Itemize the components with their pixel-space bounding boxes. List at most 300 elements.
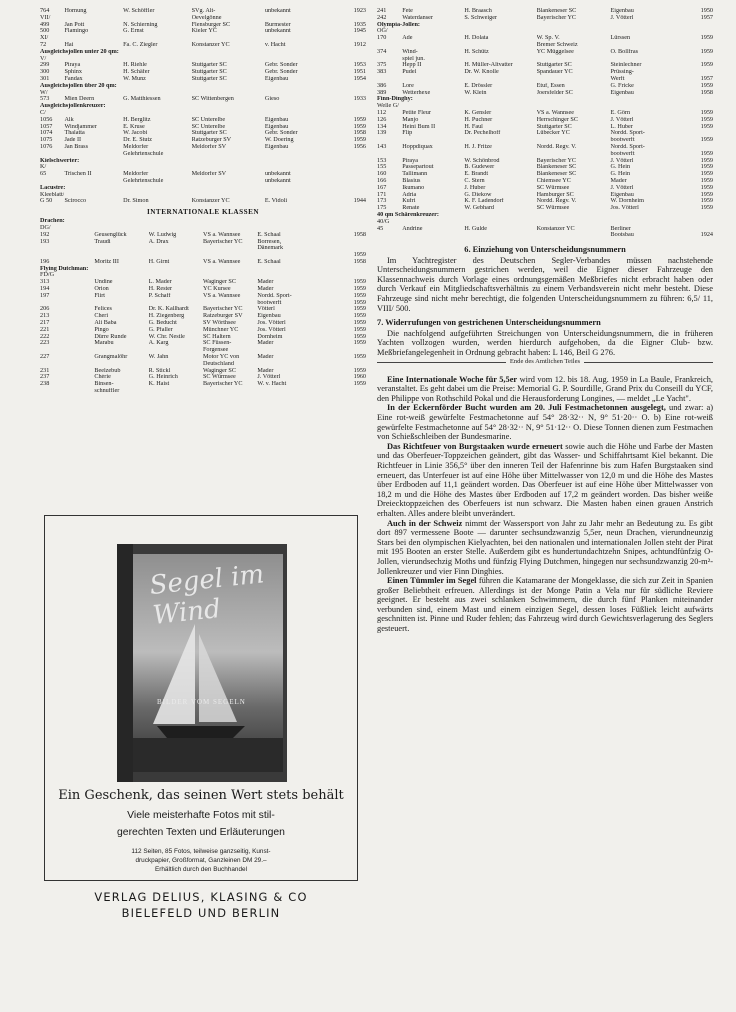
register-row (377, 158, 713, 165)
register-cell-club: Stuttgarter SC (191, 75, 227, 82)
register-cell-boat: Passepartout (402, 164, 434, 171)
register-row (377, 22, 713, 29)
news-lead: Auch in der Schweiz (387, 518, 463, 528)
register-row (40, 354, 366, 361)
register-row (40, 90, 366, 97)
register-cell-boat (94, 300, 148, 307)
register-cell-number: 45 (377, 225, 384, 232)
register-cell-year (683, 69, 713, 76)
register-row (40, 272, 366, 279)
register-cell-number: 192 (40, 231, 50, 238)
register-cell-number: G 50 (40, 198, 53, 205)
register-row (40, 76, 366, 83)
register-cell-club: Konstanzer YC (191, 41, 230, 48)
register-cell-owner: Fa. C. Ziegler (123, 41, 158, 48)
register-cell-year: 1959 (353, 367, 366, 374)
register-cell-number: 242 (377, 14, 387, 21)
news-lead: Einen Tümmler im Segel (387, 576, 477, 586)
register-cell-club: Lübecker YC (536, 130, 570, 137)
register-cell-year: 1959 (353, 123, 366, 130)
register-cell-builder: Eigenbau (610, 191, 634, 198)
register-cell-club: Bayerischer YC (202, 306, 243, 313)
register-row (377, 192, 713, 199)
register-cell-boat: Ikumano (402, 184, 425, 191)
register-cell-club (537, 28, 611, 35)
register-cell-number (40, 300, 94, 307)
register-cell-owner: Meldorfer (123, 143, 149, 150)
register-row (40, 130, 366, 137)
register-cell-builder: J. Vötterl (610, 116, 634, 123)
news-paragraph (377, 375, 713, 404)
register-cell-boat: Flip (402, 130, 413, 137)
register-cell-builder: Steinlechner (610, 62, 642, 69)
register-cell-builder: J. Vötterl (610, 157, 634, 164)
register-row (377, 103, 713, 110)
register-cell-builder: Mader (257, 354, 274, 361)
register-cell-number: 223 (40, 340, 50, 347)
register-row (377, 226, 713, 233)
register-cell-club: SC Unterelbe (191, 123, 226, 130)
register-cell-year (683, 56, 713, 63)
register-cell-builder: Burmester (264, 21, 291, 28)
register-cell-year (683, 219, 713, 226)
register-row (377, 8, 713, 15)
register-cell-owner: K. Haist (148, 381, 170, 388)
register-cell-number: 1074 (40, 130, 53, 137)
register-cell-builder: J. Vötterl (257, 374, 281, 381)
register-cell-number: 299 (40, 62, 50, 69)
register-cell-club: Stuttgarter SC (191, 130, 227, 137)
register-cell-boat: Beelzebub (94, 367, 121, 374)
register-cell-builder (610, 28, 682, 35)
register-cell-boat (64, 35, 123, 42)
register-cell-club: Konstanzer YC (536, 225, 575, 232)
register-row (40, 232, 366, 239)
register-cell-builder: G. Fricke (610, 82, 634, 89)
register-cell-club: W. Sp. V. (536, 35, 560, 42)
register-cell-year: 1959 (353, 326, 366, 333)
register-cell-club: Stuttgarter SC (191, 69, 227, 76)
register-cell-year (683, 130, 713, 137)
register-cell-boat (64, 178, 123, 185)
class-heading: Drachen: (40, 218, 65, 225)
publisher-name: VERLAG DELIUS, KLASING & CO (94, 890, 308, 904)
register-cell-club: SC Unterelbe (191, 116, 226, 123)
register-cell-boat (402, 137, 464, 144)
register-cell-owner: E. Drössler (464, 82, 493, 89)
register-cell-owner (464, 219, 536, 226)
register-cell-builder: Bootsbau (610, 232, 634, 239)
register-row (377, 110, 713, 117)
end-official-part (377, 357, 713, 370)
register-row (40, 313, 366, 320)
register-row (40, 225, 366, 232)
register-cell-club: Deutschland (202, 360, 234, 367)
register-cell-year (683, 103, 713, 110)
register-cell-boat: Blasius (402, 177, 421, 184)
register-row (40, 151, 366, 158)
register-cell-year: 1959 (353, 292, 366, 299)
register-row (40, 300, 366, 307)
register-cell-number: XI/ (40, 35, 49, 42)
register-table-international (40, 218, 366, 395)
register-cell-owner: Gelehrtenschule (123, 150, 164, 157)
end-official-part-label: Ende des Amtlichen Teiles (506, 358, 584, 365)
register-cell-owner: A. Karg (148, 340, 169, 347)
register-cell-boat: Hornung (64, 8, 87, 14)
register-cell-number: 1075 (40, 137, 53, 144)
register-cell-year: 1957 (700, 75, 713, 82)
register-cell-owner: E. Brandt (464, 171, 489, 178)
register-cell-number (40, 252, 94, 259)
register-cell-number: 213 (40, 313, 50, 320)
register-cell-builder: Jos. Vötterl (257, 326, 286, 333)
register-cell-owner (149, 361, 203, 368)
register-cell-number: 155 (377, 164, 387, 171)
register-cell-boat (94, 361, 148, 368)
register-cell-number: K/ (40, 164, 47, 171)
register-cell-owner: Dr. Simon (123, 198, 149, 205)
register-cell-number: 139 (377, 130, 387, 137)
register-cell-number: 231 (40, 367, 50, 374)
register-row (40, 185, 366, 192)
register-cell-boat: Hoppdiquax (402, 143, 433, 150)
register-cell-owner (149, 347, 203, 354)
register-cell-year (683, 144, 713, 151)
register-cell-boat: Lore (402, 82, 414, 89)
register-cell-club: SVg. Alt- (191, 8, 216, 14)
register-cell-builder: Mader (257, 286, 274, 293)
register-cell-builder (257, 361, 311, 368)
register-cell-club: Stuttgarter SC (536, 62, 572, 69)
register-cell-boat (64, 110, 123, 117)
section-7-title: 7. Widerrufungen von gestrichenen Unterscheidungsnummern (377, 318, 601, 328)
register-cell-club (537, 137, 611, 144)
class-heading: Ausgleichsjollen unter 20 qm: (40, 48, 119, 55)
register-cell-number (377, 76, 402, 83)
register-row (377, 15, 713, 22)
register-cell-year: 1958 (353, 231, 366, 238)
register-cell-owner: H. J. Fritze (464, 143, 492, 150)
register-cell-year: 1959 (700, 205, 713, 212)
class-heading: Finn-Dinghy: (377, 96, 413, 103)
right-column (377, 8, 713, 634)
register-row (377, 212, 713, 219)
register-cell-builder: Gebr. Sonder (264, 69, 298, 76)
register-row (40, 164, 366, 171)
register-cell-year (337, 192, 366, 199)
register-row (40, 347, 366, 354)
register-cell-year (312, 239, 366, 246)
register-cell-club (203, 225, 257, 232)
register-cell-boat (402, 232, 464, 239)
register-cell-builder (610, 42, 682, 49)
register-cell-year: 1959 (700, 164, 713, 171)
register-cell-owner: H. Schäfer (123, 69, 150, 76)
register-cell-builder: Borresen, (257, 238, 282, 245)
register-cell-owner (123, 56, 191, 63)
register-cell-number (377, 151, 402, 158)
register-row (40, 361, 366, 368)
register-cell-owner (464, 28, 536, 35)
register-cell-club: SC Haltern (202, 333, 231, 340)
register-cell-owner (149, 225, 203, 232)
register-cell-year (337, 35, 366, 42)
register-row (40, 327, 366, 334)
register-cell-owner: W. Munz (123, 75, 146, 82)
register-cell-year: 1960 (353, 374, 366, 381)
register-cell-builder: Eigenbau (610, 89, 634, 96)
register-cell-boat (402, 219, 464, 226)
ad-detail: 112 Seiten, 85 Fotos, teilweise ganzseitig, Kunst- (131, 848, 271, 855)
register-row (377, 137, 713, 144)
register-cell-builder: L. Huber (610, 123, 633, 130)
register-cell-number: 153 (377, 157, 387, 164)
register-cell-year: 1959 (353, 333, 366, 340)
register-cell-club (192, 56, 265, 63)
register-cell-number: 175 (377, 205, 387, 212)
register-cell-number: 500 (40, 28, 50, 35)
register-cell-club: Nordd. Regv. V. (536, 143, 577, 150)
register-cell-builder (257, 225, 311, 232)
register-cell-year (312, 388, 366, 395)
register-cell-boat (64, 90, 123, 97)
register-cell-owner: G. Pfaller (148, 326, 173, 333)
register-cell-club: Stuttgarter SC (536, 123, 572, 130)
register-cell-boat: Hai (64, 41, 74, 48)
register-cell-owner (149, 245, 203, 252)
register-cell-builder (265, 151, 337, 158)
register-row (377, 171, 713, 178)
register-cell-builder (265, 15, 337, 22)
register-cell-builder: G. Hein (610, 164, 631, 171)
register-cell-builder: J. Vötterl (610, 184, 634, 191)
register-cell-builder: E. Vidoli (264, 198, 288, 205)
register-cell-builder: bootwerft (610, 150, 635, 157)
class-heading: Olympia-Jollen: (377, 21, 420, 28)
register-table-right (377, 8, 713, 239)
register-cell-club: Flensburger SC (191, 21, 231, 28)
register-cell-owner (464, 103, 536, 110)
register-cell-builder: Eigenbau (264, 75, 289, 82)
register-row (40, 49, 366, 56)
news-text: und zwar: a) Eine rot-weiß gewürfelte Festmachetonne auf 54° 28·32·· N, 9° 51·20·· O. b) Eine rot-weiß gewürfelte Festmachetonne auf 54° 28·32·· N, 9° 51·12·· O. Diese Tonnen dienen zum Festmachen von Schießschleiben der Bundesmarine. (377, 403, 714, 442)
register-cell-number: 193 (40, 238, 50, 245)
register-cell-year: 1959 (700, 184, 713, 191)
register-cell-club: Ratzeburger SV (191, 137, 232, 144)
register-cell-owner: H. Rester (148, 286, 173, 293)
register-row (377, 144, 713, 151)
register-cell-owner: H. Dolata (464, 35, 489, 42)
section-6-title: 6. Einziehung von Unterscheidungsnummern (464, 245, 626, 255)
register-cell-boat: Piraya (402, 157, 418, 164)
register-row (377, 56, 713, 63)
register-cell-number (377, 56, 402, 63)
register-cell-number: 386 (377, 82, 387, 89)
register-cell-club: VS a. Wannsee (536, 109, 574, 116)
register-cell-boat: Wind- (402, 48, 418, 55)
register-row (40, 388, 366, 395)
news-paragraph (377, 442, 713, 519)
register-cell-owner: W. Schönbrod (464, 157, 500, 164)
section-7-text: Die nachfolgend aufgeführten Streichungen von Unterscheidungsnummern, die in früheren Yachten vollzogen wurden, werden hierdurch aufgehoben, da die Eigner Club- bzw. Meßbriefangelegenheit in Ordnung gebracht haben: L 146, Beil G 276. (377, 328, 713, 358)
register-cell-builder: Nordd. Sport- (610, 130, 645, 137)
register-cell-year (683, 42, 713, 49)
register-cell-number: C/ (40, 109, 46, 116)
register-cell-builder: unbekannt (264, 8, 291, 14)
register-cell-owner: G. Beducht (148, 320, 177, 327)
register-cell-year (312, 245, 366, 252)
register-cell-builder (257, 252, 311, 259)
register-cell-boat: Dürre Runde (94, 333, 127, 340)
register-cell-owner: N. Schierning (123, 21, 158, 28)
register-cell-number: 134 (377, 123, 387, 130)
register-row (377, 42, 713, 49)
register-cell-number: 301 (40, 75, 50, 82)
register-cell-owner: H. Gulde (464, 225, 488, 232)
register-cell-builder: unbekannt (264, 28, 291, 35)
register-row (377, 130, 713, 137)
register-cell-boat: Adria (402, 191, 417, 198)
register-cell-club: Chiemsee YC (536, 177, 571, 184)
register-cell-year: 1959 (353, 299, 366, 306)
register-cell-owner: G. Heinrich (148, 374, 178, 381)
register-cell-year: 1945 (353, 28, 366, 35)
register-cell-owner: K. Gensler (464, 109, 492, 116)
register-cell-builder: Nordd. Sport- (257, 292, 292, 299)
ad-detail: druckpapier, Großformat, Ganzleinen DM 29.– (135, 857, 267, 864)
register-cell-number: 72 (40, 41, 47, 48)
register-cell-builder (610, 103, 682, 110)
register-table-national (40, 8, 366, 205)
register-cell-number: 300 (40, 69, 50, 76)
register-cell-owner: Meldorfer (123, 171, 149, 178)
register-row (377, 49, 713, 56)
register-cell-owner: G. Diekow (464, 191, 492, 198)
register-cell-boat: Wetterhexe (402, 89, 431, 96)
register-cell-boat: Jan Pott (64, 21, 85, 28)
register-cell-builder: Werft (610, 75, 625, 82)
register-cell-boat: Grangmalöhr (94, 354, 128, 361)
register-cell-year: 1959 (700, 177, 713, 184)
register-cell-number: 389 (377, 89, 387, 96)
register-cell-owner (464, 232, 536, 239)
register-cell-owner: H. Girnt (148, 258, 170, 265)
register-cell-club: Herrschinger SC (536, 116, 578, 123)
register-cell-builder (265, 56, 337, 63)
register-cell-club: SC Würmsee (536, 205, 570, 212)
register-cell-boat: Scirocco (64, 198, 87, 205)
news-paragraph (377, 519, 713, 577)
register-row (377, 90, 713, 97)
register-cell-boat (64, 15, 123, 22)
register-cell-builder (265, 164, 337, 171)
register-cell-number: 206 (40, 306, 50, 313)
register-row (377, 62, 713, 69)
register-cell-owner: G. Matthiessen (123, 96, 161, 103)
register-cell-owner (149, 252, 203, 259)
register-cell-owner: H. Müller-Altvatter (464, 62, 513, 69)
register-cell-year (683, 28, 713, 35)
register-cell-year (337, 178, 366, 185)
register-cell-builder: Eigenbau (610, 8, 634, 14)
register-cell-boat: Geusenglück (94, 231, 127, 238)
register-cell-owner: H. Braasch (464, 8, 492, 14)
register-cell-number (40, 245, 94, 252)
register-cell-number: 764 (40, 8, 50, 14)
register-cell-number (40, 347, 94, 354)
register-cell-boat: Thalatta (64, 130, 85, 137)
register-cell-boat: Fandax (64, 75, 83, 82)
register-row (40, 117, 366, 124)
register-cell-boat (402, 42, 464, 49)
register-row (377, 35, 713, 42)
register-cell-year: 1959 (700, 198, 713, 205)
register-cell-builder (610, 56, 682, 63)
register-cell-number: 383 (377, 69, 387, 76)
register-cell-year (337, 90, 366, 97)
register-cell-club: Motor YC von (202, 354, 240, 361)
register-row (40, 103, 366, 110)
register-row (40, 42, 366, 49)
register-cell-number: 65 (40, 171, 47, 178)
register-cell-number: 222 (40, 333, 50, 340)
register-cell-builder (257, 347, 311, 354)
register-row (377, 178, 713, 185)
register-cell-year: 1958 (700, 89, 713, 96)
register-row (377, 198, 713, 205)
register-cell-builder: Mader (257, 367, 274, 374)
register-cell-year: 1954 (353, 75, 366, 82)
register-row (40, 124, 366, 131)
register-cell-club: Waginger SC (202, 367, 236, 374)
register-cell-club (192, 90, 265, 97)
register-row (40, 340, 366, 347)
register-cell-owner: W. Jahn (148, 354, 169, 361)
register-cell-owner: H. Riehle (123, 62, 147, 69)
register-cell-builder: Dornheim (257, 333, 283, 340)
register-cell-builder (265, 90, 337, 97)
register-cell-club: VS a. Wannsee (202, 258, 241, 265)
book-title: Segel im Wind (148, 559, 266, 631)
register-row (40, 259, 366, 266)
register-cell-boat: Moritz III (94, 258, 119, 265)
register-cell-club: SV Wörthsee (202, 320, 236, 327)
register-cell-club (537, 219, 611, 226)
register-cell-owner (123, 192, 191, 199)
book-spine (117, 544, 133, 782)
register-row (40, 245, 366, 252)
register-row (40, 22, 366, 29)
register-cell-number: 1057 (40, 123, 53, 130)
register-row (40, 69, 366, 76)
register-cell-club (537, 56, 611, 63)
register-cell-number: 197 (40, 292, 50, 299)
register-cell-number: 227 (40, 354, 50, 361)
register-cell-number: 166 (377, 177, 387, 184)
register-cell-year (312, 347, 366, 354)
register-cell-owner (149, 388, 203, 395)
register-cell-club: SC Füssen- (202, 340, 232, 347)
register-cell-club: Waginger SC (202, 279, 236, 286)
register-cell-owner: C. Stern (464, 177, 485, 184)
register-cell-year: 1959 (700, 123, 713, 130)
register-cell-boat (64, 56, 123, 63)
register-cell-year: 1959 (353, 286, 366, 293)
register-cell-club: Bayerischer YC (536, 14, 577, 21)
register-cell-boat: Sphinx (64, 69, 82, 76)
register-cell-club: Meldorfer SV (191, 171, 227, 178)
